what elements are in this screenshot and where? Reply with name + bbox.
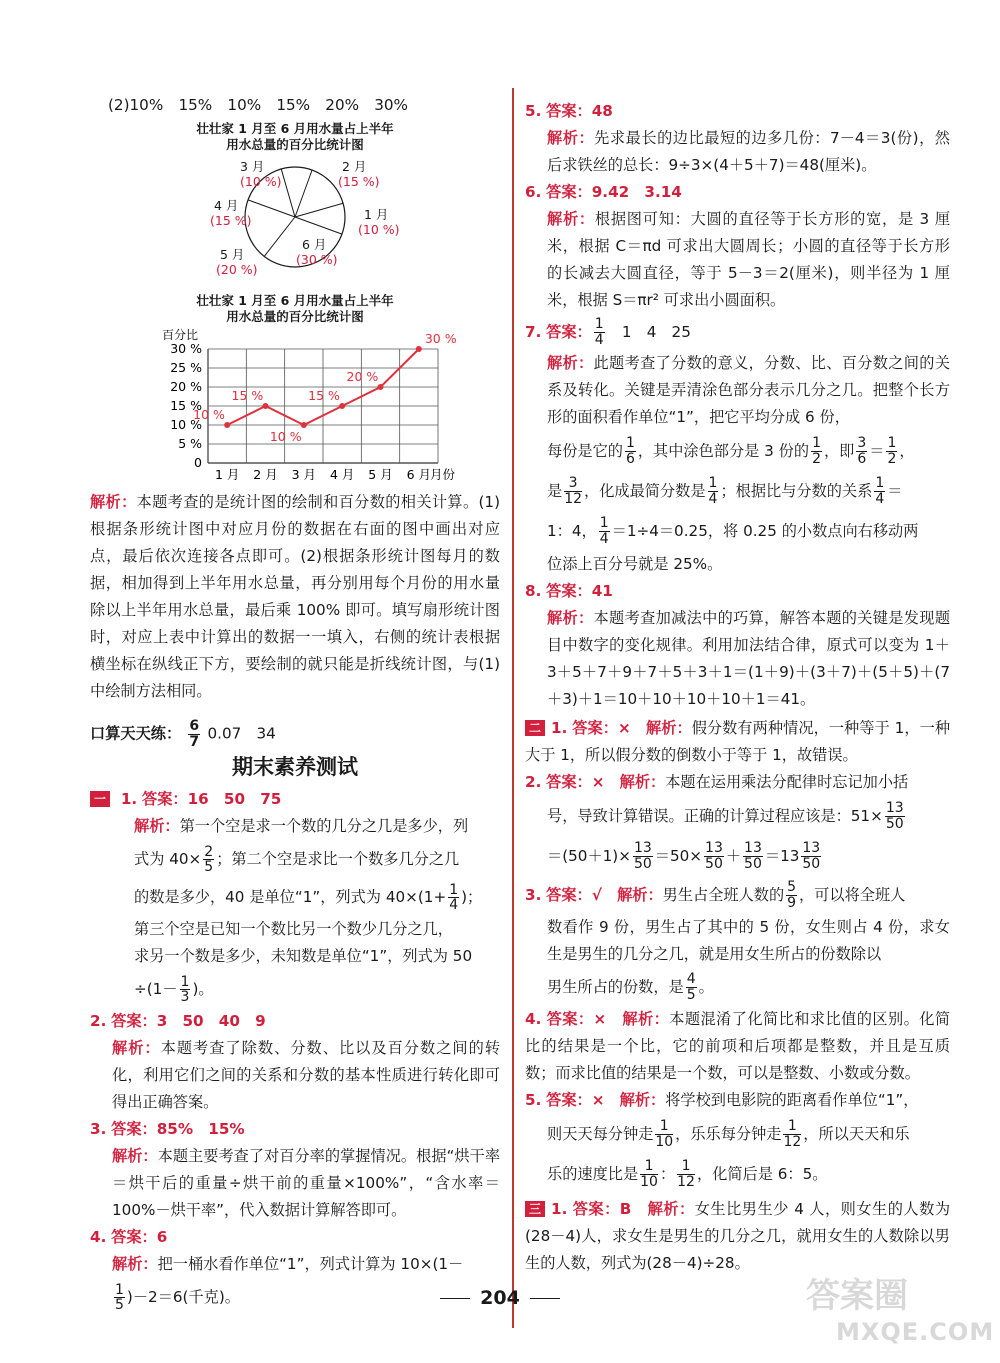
x-tick-label: 4 月 bbox=[329, 467, 355, 482]
y-tick-label: 30 % bbox=[170, 341, 202, 356]
data-label: 15 % bbox=[308, 388, 340, 403]
p2-answer-line: (2)10% 15% 10% 15% 20% 30% bbox=[108, 96, 408, 114]
pie-chart bbox=[90, 153, 500, 281]
s2-q4: 4. 答案：× 解析：本题混淆了化简比和求比值的区别。化简比的结果是一个比，它的前项和后项都是整数，并且是互质数；而求比值的结果是一个数，可以是整数、小数或分数。 bbox=[525, 1010, 951, 1082]
pie-slice-4 bbox=[248, 200, 295, 217]
data-label: 20 % bbox=[346, 369, 379, 384]
section-title: 期末素养测试 bbox=[232, 754, 358, 780]
x-tick-label: 6 月 bbox=[406, 467, 432, 482]
data-point bbox=[416, 346, 422, 352]
q6-analysis: 解析：根据图可知：大圆的直径等于长方形的宽，是 3 厘米，根据 C＝πd 可求出大圆周长；小圆的直径等于长方形的长减去大圆直径，等于 5－3＝2(厘米)，则半径为 1 厘米，根据 S＝πr² 可求出小圆面积。 bbox=[547, 210, 951, 309]
section-marker-3: 三 bbox=[525, 1201, 545, 1217]
s3-q1: 三 1. 答案：B 解析：女生比男生少 4 人，则女生的人数为(28－4)人，求女生是男生的几分之几，就用女生的人数除以男生的人数，列式为(28－4)÷28。 bbox=[525, 1200, 951, 1272]
data-point bbox=[378, 384, 384, 390]
pie-value-5: (20 %) bbox=[216, 262, 258, 277]
pie-label-4: 4 月 bbox=[214, 198, 239, 213]
pie-slice-3 bbox=[281, 169, 295, 217]
y-tick-label: 5 % bbox=[178, 436, 202, 451]
line-chart-xunit: 月份 bbox=[430, 467, 456, 482]
pie-value-6: (30 %) bbox=[296, 252, 338, 267]
data-point bbox=[224, 422, 230, 428]
y-tick-label: 0 bbox=[194, 455, 202, 470]
s2-q5: 5. 答案：× 解析：将学校到电影院的距离看作单位“1”， 则天天每分钟走 $\frac{1}{10}$ ，乐乐每分钟走 $\frac{1}{12}$ ，所以天天和乐 乐的速度比是 $\frac{1}{10}$ ： $\frac{1}{12}$ ，化简后是 6：5。 bbox=[525, 1091, 919, 1190]
kousuan-label: 口算天天练： bbox=[90, 724, 182, 743]
analysis-stats bbox=[90, 489, 500, 705]
pie-slice-5 bbox=[264, 217, 295, 256]
q5-analysis: 解析：先求最长的边比最短的边多几份：7－4＝3(份)，然后求铁丝的总长：9÷3×(4＋5＋7)＝48(厘米)。 bbox=[547, 129, 950, 174]
pie-slice-2 bbox=[295, 170, 312, 217]
pie-label-5: 5 月 bbox=[220, 247, 245, 262]
line-chart-ylabel: 百分比 bbox=[162, 328, 199, 342]
q7-analysis: 解析：此题考查了分数的意义，分数、比、百分数之间的关系及转化。关键是弄清涂色部分表示几分之几。把整个长方形的面积看作单位“1”，把它平均分成 6 份， 每份是它的 $\frac{1}{6}$ ，其中涂色部分是 3 份的 $\frac{1}{2}$ ，即 $\frac{3}{6}$ ＝ $\frac{1}{2}$ ， 是 $\frac{3}{12}$ ，化成最简分数是 $\frac{1}{4}$ ；根据比与分数的关系 $\frac{1}{4}$ ＝ 1：4， $\frac{1}{4}$ ＝1÷4＝0.25，将 0.25 的小数点向右移动两 位添上百分号就是 25%。 bbox=[547, 354, 951, 573]
section-marker-2: 二 bbox=[525, 720, 545, 736]
data-point bbox=[263, 403, 269, 409]
q5-answer: 5. 答案：48 bbox=[525, 102, 613, 120]
left-column bbox=[90, 92, 500, 1316]
pie-chart-title bbox=[90, 121, 500, 153]
line-title-line-2: 用水总量的百分比统计图 bbox=[226, 309, 364, 324]
s2-q1: 二 1. 答案：× 解析：假分数有两种情况，一种等于 1，一种大于 1，所以假分数的倒数小于等于 1，故错误。 bbox=[525, 719, 951, 764]
pie-label-1: 1 月 bbox=[364, 207, 389, 222]
pie-label-2: 2 月 bbox=[342, 159, 367, 174]
pie-value-3: (10 %) bbox=[240, 174, 282, 189]
kousuan-fraction: $\frac{6}{7}$ bbox=[189, 718, 200, 750]
data-label: 10 % bbox=[193, 407, 225, 422]
y-tick-label: 20 % bbox=[170, 379, 202, 394]
line-chart bbox=[90, 325, 500, 485]
q4-analysis: 解析：把一桶水看作单位“1”，列式计算为 10×(1－ $\frac{1}{5}$ )－2＝6(千克)。 bbox=[112, 1255, 464, 1314]
page-number-dash-right bbox=[530, 1298, 560, 1299]
q6-answer: 6. 答案：9.42 3.14 bbox=[525, 183, 682, 201]
pie-label-3: 3 月 bbox=[240, 159, 265, 174]
page-number-dash-left bbox=[440, 1298, 470, 1299]
s2-q3: 3. 答案：√ 解析：男生占全班人数的 $\frac{5}{9}$ ，可以将全班人 数看作 9 份，男生占了其中的 5 份，女生则占 4 份，求女生是男生的几分之几，就是用女生所占的份数除以 男生所占的份数，是 $\frac{4}{5}$ 。 bbox=[525, 879, 950, 1003]
q3-answer: 3. 答案：85% 15% bbox=[90, 1120, 245, 1139]
pie-value-1: (10 %) bbox=[358, 222, 400, 237]
line-title-line-1: 壮壮家 1 月至 6 月用水量占上半年 bbox=[196, 293, 394, 308]
q7-answer: 7. 答案： $\frac{1}{4}$ 1 4 25 bbox=[525, 316, 691, 348]
x-tick-label: 1 月 bbox=[214, 467, 240, 482]
column-divider bbox=[512, 88, 514, 1328]
analysis-label: 解析： bbox=[90, 493, 137, 511]
y-tick-label: 15 % bbox=[170, 398, 202, 413]
data-point bbox=[301, 422, 307, 428]
pie-value-4: (15 %) bbox=[210, 213, 252, 228]
q2-analysis: 解析：本题考查了除数、分数、比以及百分数之间的转化，利用它们之间的关系和分数的基本性质进行转化即可得出正确答案。 bbox=[112, 1039, 501, 1112]
s2-q2: 2. 答案：× 解析：本题在运用乘法分配律时忘记加小括 号，导致计算错误。正确的计算过程应该是：51× $\frac{13}{50}$ ＝(50＋1)× $\frac{13}{50}$ ＝50× $\frac{13}{50}$ ＋ $\frac{13}{50}$ ＝13 $\frac{13}{50}$ bbox=[525, 773, 909, 872]
q8-answer: 8. 答案：41 bbox=[525, 582, 613, 600]
q1-answer: 一 1. 答案：16 50 75 bbox=[90, 786, 500, 813]
pie-title-line-2: 用水总量的百分比统计图 bbox=[226, 137, 364, 152]
section-marker-1: 一 bbox=[90, 791, 110, 807]
y-tick-label: 10 % bbox=[170, 417, 202, 432]
data-label: 30 % bbox=[424, 331, 457, 346]
data-point bbox=[339, 403, 345, 409]
q2-answer: 2. 答案：3 50 40 9 bbox=[90, 1012, 266, 1031]
line-chart-title bbox=[90, 293, 500, 325]
watermark-url: MXQE.COM bbox=[836, 1318, 995, 1346]
q3-analysis: 解析：本题主要考查了对百分率的掌握情况。根据“烘干率＝烘干后的重量÷烘干前的重量×100%”，“含水率＝100%－烘干率”，代入数据计算解答即可。 bbox=[112, 1147, 501, 1220]
pie-value-2: (15 %) bbox=[338, 174, 380, 189]
page-number: 204 bbox=[0, 1287, 1000, 1309]
kousuan-answers: 0.07 34 bbox=[207, 724, 276, 743]
x-tick-label: 3 月 bbox=[291, 467, 317, 482]
q8-analysis: 解析：本题考查加减法中的巧算，解答本题的关键是发现题目中数字的变化规律。利用加法结合律，原式可以变为 1＋3＋5＋7＋9＋7＋5＋3＋1＝(1＋9)＋(3＋7)＋(5＋5)＋(7＋3)＋1＝10＋10＋10＋10＋1＝41。 bbox=[547, 609, 951, 708]
q1-analysis: 解析：第一个空是求一个数的几分之几是多少，列 式为 40× $\frac{2}{5}$ ；第二个空是求比一个数多几分之几 的数是多少，40 是单位“1”，列式为 40×(1+ $\frac{1}{4}$ )； 第三个空是已知一个数比另一个数少几分之几， 求另一个数是多少，未知数是单位“1”，列式为 50 ÷(1－ $\frac{1}{3}$ )。 bbox=[134, 817, 483, 1006]
q4-answer: 4. 答案：6 bbox=[90, 1228, 168, 1247]
pie-slice-1 bbox=[295, 203, 343, 217]
pie-slice-6 bbox=[295, 217, 342, 234]
analysis-stats-text: 本题考查的是统计图的绘制和百分数的相关计算。(1)根据条形统计图中对应月份的数据在右面的图中画出对应点，最后依次连接各点即可。(2)根据条形统计图每月的数据，相加得到上半年用水总量，再分别用每个月份的用水量除以上半年用水总量，最后乘 100% 即可。填写扇形统计图时，对应上表中计算出的数据一一填入，右侧的统计表根据横坐标在纵线正下方，要绘制的就只能是折线统计图，与(1)中绘制方法相同。 bbox=[90, 493, 501, 700]
right-column bbox=[525, 98, 950, 1277]
data-label: 10 % bbox=[269, 429, 302, 444]
data-label: 15 % bbox=[231, 388, 264, 403]
x-tick-label: 2 月 bbox=[253, 467, 278, 482]
pie-label-6: 6 月 bbox=[302, 237, 327, 252]
watermark-logo: 答案圈 bbox=[806, 1276, 908, 1316]
x-tick-label: 5 月 bbox=[368, 467, 393, 482]
y-tick-label: 25 % bbox=[170, 360, 202, 375]
pie-title-line-1: 壮壮家 1 月至 6 月用水量占上半年 bbox=[196, 121, 394, 136]
kousuan-line bbox=[90, 719, 500, 749]
